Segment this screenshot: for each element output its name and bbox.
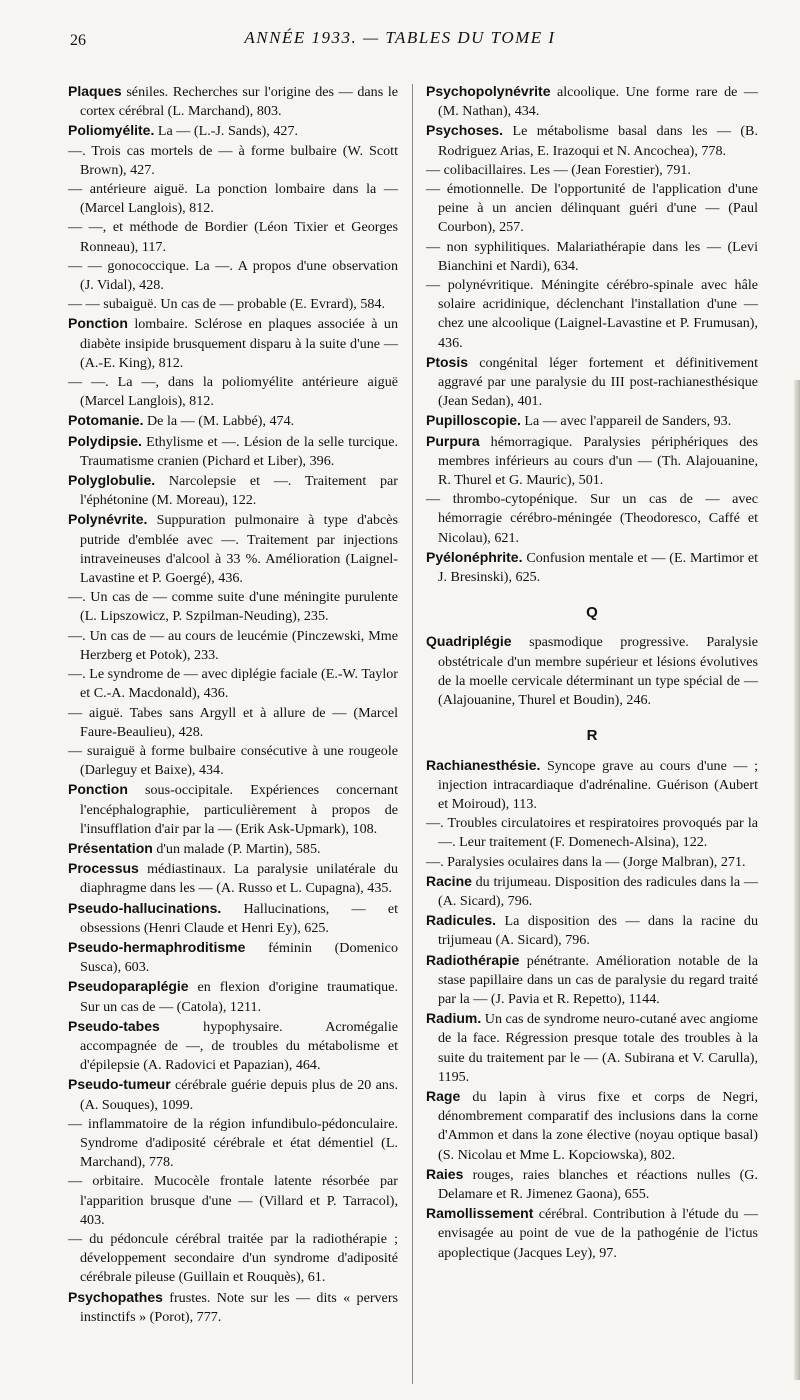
entry-headword: Présentation bbox=[68, 839, 153, 856]
index-entry bbox=[68, 432, 398, 471]
index-section-r bbox=[426, 756, 758, 1263]
entry-text: — thrombo-cytopénique. Sur un cas de — avec hémorragie cérébro-méningée (Theodoresco, Caffé et Nicolau), 621. bbox=[426, 491, 758, 546]
index-entry bbox=[68, 257, 398, 295]
entry-text: congénital léger fortement et définitivement aggravé par une paralysie du III post-rachianesthésique (Jean Sedan), 401. bbox=[438, 354, 758, 410]
entry-headword: Rage bbox=[426, 1087, 461, 1104]
entry-headword: Polynévrite. bbox=[68, 511, 148, 528]
page-edge-shadow bbox=[794, 380, 800, 1380]
entry-headword: Pseudo-tumeur bbox=[68, 1076, 171, 1093]
entry-text: lombaire. Sclérose en plaques associée à un diabète insipide brusquement disparu à la suite d'une — (A.-E. King), 812. bbox=[80, 316, 398, 371]
index-entry bbox=[68, 1172, 398, 1230]
entry-text: — — subaiguë. Un cas de — probable (E. Evrard), 584. bbox=[68, 296, 386, 313]
index-entry bbox=[68, 588, 398, 626]
column-divider bbox=[412, 84, 413, 1384]
index-entry bbox=[426, 1204, 758, 1263]
entry-text: séniles. Recherches sur l'origine des — dans le cortex cérébral (L. Marchand), 803. bbox=[80, 84, 398, 120]
index-entry bbox=[426, 1165, 758, 1204]
entry-headword: Potomanie. bbox=[68, 412, 144, 429]
entry-text: en flexion d'origine traumatique. Sur un cas de — (Catola), 1211. bbox=[80, 979, 398, 1015]
entry-text: d'un malade (P. Martin), 585. bbox=[152, 840, 321, 857]
entry-headword: Pseudo-hallucinations. bbox=[68, 899, 222, 916]
entry-text: pénétrante. Amélioration notable de la stase papillaire dans un cas de paralysie du regard traité par la — (J. Pavia et R. Repetto), 1144. bbox=[438, 952, 758, 1007]
index-entry bbox=[68, 1230, 398, 1288]
index-entry bbox=[68, 1115, 398, 1173]
entry-headword: Radiothérapie bbox=[426, 951, 520, 968]
index-entry bbox=[68, 704, 398, 742]
entry-headword: Polydipsie. bbox=[68, 432, 142, 449]
index-section-q bbox=[426, 632, 758, 710]
index-entry bbox=[68, 142, 398, 180]
index-entry bbox=[426, 872, 758, 911]
entry-text: — — gonococcique. La —. A propos d'une observation (J. Vidal), 428. bbox=[68, 257, 398, 294]
entry-text: alcoolique. Une forme rare de — (M. Nathan), 434. bbox=[438, 84, 758, 120]
entry-headword: Quadriplégie bbox=[426, 633, 512, 650]
index-entry bbox=[68, 295, 398, 314]
index-entry bbox=[426, 353, 758, 412]
index-entry bbox=[68, 180, 398, 218]
entry-text: Hallucinations, — et obsessions (Henri Claude et Henri Ey), 625. bbox=[80, 900, 398, 936]
index-entry bbox=[426, 276, 758, 353]
index-entry bbox=[426, 411, 758, 431]
entry-text: du trijumeau. Disposition des radicules dans la — (A. Sicard), 796. bbox=[438, 873, 758, 909]
entry-headword: Rachianesthésie. bbox=[426, 756, 541, 773]
entry-text: hypophysaire. Acromégalie accompagnée de —, de troubles du métabolisme et d'épilepsie (A. Radovici et Papazian), 464. bbox=[80, 1018, 398, 1074]
entry-text: La disposition des — dans la racine du trijumeau (A. Sicard), 796. bbox=[438, 913, 758, 949]
index-entry bbox=[426, 161, 758, 180]
page-number: 26 bbox=[70, 32, 86, 49]
index-entry bbox=[68, 411, 398, 431]
index-entry bbox=[426, 1087, 758, 1165]
index-entry bbox=[68, 839, 398, 859]
entry-text: Suppuration pulmonaire à type d'abcès putride d'emblée avec —. Traitement par injections intraveineuses d'alcool à 33 %. Amélioration (Laignel-Lavastine et P. Goergé), 436. bbox=[80, 512, 398, 587]
entry-text: Confusion mentale et — (E. Martimor et J. Bresinski), 625. bbox=[438, 549, 758, 586]
entry-headword: Psychoses. bbox=[426, 122, 504, 139]
entry-text: cérébral. Contribution à l'étude du — envisagée au point de vue de la pathogénie de l'ictus apoplectique (Jacques Ley), 97. bbox=[438, 1206, 758, 1261]
entry-text: —. Un cas de — comme suite d'une méningite purulente (L. Lipszowicz, P. Szpilman-Neuding), 235. bbox=[68, 589, 398, 625]
index-entry bbox=[68, 82, 398, 121]
entry-headword: Ponction bbox=[68, 781, 128, 798]
index-entry bbox=[426, 432, 758, 491]
entry-text: — —, et méthode de Bordier (Léon Tixier et Georges Ronneau), 117. bbox=[68, 219, 398, 255]
index-entry bbox=[426, 814, 758, 852]
index-entry bbox=[426, 911, 758, 950]
entry-headword: Psychopolynévrite bbox=[426, 83, 551, 99]
entry-text: —. Troubles circulatoires et respiratoires provoqués par la —. Leur traitement (F. Domenech-Alsina), 122. bbox=[426, 815, 758, 851]
entry-headword: Ptosis bbox=[426, 353, 469, 370]
entry-headword: Psychopathes bbox=[68, 1288, 163, 1305]
entry-text: La — avec l'appareil de Sanders, 93. bbox=[520, 413, 732, 430]
entry-text: spasmodique progressive. Paralysie obstétricale d'un membre supérieur et lésions évolutives de la moelle cervicale déterminant un type spécial de — (Alajouanine, Thurel et Boudin), 246. bbox=[438, 634, 758, 709]
index-entry bbox=[68, 899, 398, 938]
index-entry bbox=[68, 1075, 398, 1114]
entry-headword: Pyélonéphrite. bbox=[426, 548, 523, 565]
entry-text: La — (L.-J. Sands), 427. bbox=[154, 123, 299, 140]
section-letter-q: Q bbox=[586, 604, 598, 622]
entry-text: — polynévritique. Méningite cérébro-spinale avec hâle solaire acridinique, déclenchant l'installation d'une — chez une alcoolique (Laignel-Lavastine et P. Frumusan), 436. bbox=[426, 277, 758, 351]
entry-headword: Processus bbox=[68, 860, 139, 877]
entry-text: — suraiguë à forme bulbaire consécutive à une rougeole (Darleguy et Baixe), 434. bbox=[68, 742, 398, 779]
index-entry bbox=[426, 238, 758, 276]
entry-text: — non syphilitiques. Malariathérapie dans les — (Levi Bianchini et Nardi), 634. bbox=[426, 238, 758, 274]
index-entry bbox=[68, 627, 398, 665]
entry-headword: Ramollissement bbox=[426, 1205, 534, 1222]
index-entry bbox=[68, 510, 398, 588]
index-entry bbox=[426, 82, 758, 121]
entry-text: — colibacillaires. Les — (Jean Forestier), 791. bbox=[426, 161, 691, 178]
entry-text: — émotionnelle. De l'opportunité de l'application d'une peine à un ancien délinquant guéri d'une — (Paul Courbon), 257. bbox=[426, 181, 758, 236]
index-entry bbox=[426, 853, 758, 872]
entry-headword: Racine bbox=[426, 872, 472, 889]
entry-text: — aiguë. Tabes sans Argyll et à allure de — (Marcel Faure-Beaulieu), 428. bbox=[68, 704, 398, 740]
index-entry bbox=[426, 632, 758, 710]
entry-text: médiastinaux. La paralysie unilatérale du diaphragme dans les — (A. Russo et L. Cupagna), 435. bbox=[80, 861, 398, 897]
entry-text: —. Le syndrome de — avec diplégie faciale (E.-W. Taylor et C.-A. Macdonald), 436. bbox=[68, 666, 398, 702]
entry-text: —. Paralysies oculaires dans la — (Jorge Malbran), 271. bbox=[426, 853, 746, 870]
entry-headword: Plaques bbox=[68, 83, 122, 99]
section-letter-r: R bbox=[586, 727, 598, 745]
right-column bbox=[426, 82, 758, 1263]
index-entry bbox=[68, 314, 398, 373]
index-entry bbox=[68, 977, 398, 1016]
entry-text: — orbitaire. Mucocèle frontale latente résorbée par l'apparition brusque d'une — (Villard et P. Tarracol), 403. bbox=[68, 1173, 398, 1228]
entry-text: — du pédoncule cérébral traitée par la radiothérapie ; développement secondaire d'un syndrome d'adiposité cérébrale pileuse (Guillain et Rouquès), 61. bbox=[68, 1230, 398, 1286]
index-entry bbox=[68, 742, 398, 780]
entry-text: cérébrale guérie depuis plus de 20 ans. (A. Souques), 1099. bbox=[80, 1077, 398, 1113]
index-entry bbox=[68, 373, 398, 411]
running-title: ANNÉE 1933. — TABLES DU TOME I bbox=[244, 28, 556, 47]
index-entry bbox=[68, 938, 398, 977]
entry-headword: Pseudo-tabes bbox=[68, 1017, 160, 1034]
index-entry bbox=[68, 218, 398, 256]
index-entry bbox=[68, 780, 398, 839]
entry-headword: Pseudoparaplégie bbox=[68, 978, 189, 995]
entry-text: Ethylisme et —. Lésion de la selle turcique. Traumatisme cranien (Pichard et Liber), 396. bbox=[80, 433, 398, 469]
entry-text: hémorragique. Paralysies périphériques des membres inférieurs au cours d'un — (Th. Alajouanine, R. Thurel et G. Mauric), 501. bbox=[438, 433, 758, 489]
entry-text: du lapin à virus fixe et corps de Negri, dénombrement comparatif des inclusions dans la corne d'Ammon et dans la zone élective (noyau optique basal) (S. Nicolau et Mme L. Kopciowska), 802. bbox=[438, 1088, 758, 1163]
entry-text: Narcolepsie et —. Traitement par l'éphétonine (M. Moreau), 122. bbox=[80, 473, 398, 509]
entry-headword: Pseudo-hermaphroditisme bbox=[68, 938, 246, 955]
entry-headword: Purpura bbox=[426, 432, 480, 449]
entry-text: Syncope grave au cours d'une — ; injection intracardiaque d'adrénaline. Guérison (Aubert et Moiroud), 113. bbox=[438, 757, 758, 812]
index-entry bbox=[426, 180, 758, 238]
index-entry bbox=[68, 665, 398, 703]
entry-text: Un cas de syndrome neuro-cutané avec angiome de la face. Régression presque totale des troubles à la suite du traitement par le — (A. Subirana et V. Carulla), 1195. bbox=[438, 1011, 758, 1085]
index-entry bbox=[426, 121, 758, 160]
entry-headword: Radicules. bbox=[426, 912, 497, 929]
entry-text: rouges, raies blanches et réactions nulles (G. Delamare et R. Jimenez Gaona), 655. bbox=[438, 1166, 758, 1202]
entry-headword: Pupilloscopie. bbox=[426, 412, 521, 429]
entry-text: — —. La —, dans la poliomyélite antérieure aiguë (Marcel Langlois), 812. bbox=[68, 374, 398, 410]
index-entry bbox=[426, 756, 758, 815]
entry-text: frustes. Note sur les — dits « pervers instinctifs » (Porot), 777. bbox=[80, 1289, 398, 1325]
entry-headword: Poliomyélite. bbox=[68, 122, 155, 139]
left-column bbox=[68, 82, 398, 1327]
index-entry bbox=[426, 951, 758, 1010]
index-entry bbox=[426, 1009, 758, 1087]
entry-headword: Raies bbox=[426, 1165, 464, 1182]
entry-headword: Radium. bbox=[426, 1010, 482, 1027]
entry-text: —. Trois cas mortels de — à forme bulbaire (W. Scott Brown), 427. bbox=[68, 142, 398, 178]
index-entry bbox=[68, 1017, 398, 1076]
entry-text: —. Un cas de — au cours de leucémie (Pinczewski, Mme Herzberg et Potok), 233. bbox=[68, 627, 398, 663]
index-entry bbox=[68, 471, 398, 510]
index-section-p-continued bbox=[426, 82, 758, 587]
entry-text: sous-occipitale. Expériences concernant l'encéphalographie, particulièrement à propos de l'insufflation d'air par la — (Erik Ask-Upmark), 108. bbox=[80, 782, 398, 837]
entry-text: Le métabolisme basal dans les — (B. Rodriguez Arias, E. Irazoqui et N. Ancochea), 778. bbox=[438, 123, 758, 159]
running-header bbox=[40, 28, 760, 54]
index-entry bbox=[68, 121, 398, 141]
entry-headword: Polyglobulie. bbox=[68, 472, 156, 489]
index-entry bbox=[68, 1288, 398, 1327]
entry-text: — antérieure aiguë. La ponction lombaire dans la — (Marcel Langlois), 812. bbox=[68, 181, 398, 217]
entry-text: De la — (M. Labbé), 474. bbox=[143, 413, 295, 430]
index-entry bbox=[426, 548, 758, 587]
index-entry bbox=[68, 859, 398, 898]
entry-headword: Ponction bbox=[68, 315, 128, 332]
entry-text: — inflammatoire de la région infundibulo-pédonculaire. Syndrome d'adiposité cérébrale et état démentiel (L. Marchand), 778. bbox=[68, 1115, 398, 1171]
entry-text: féminin (Domenico Susca), 603. bbox=[80, 939, 398, 976]
index-entry bbox=[426, 490, 758, 548]
